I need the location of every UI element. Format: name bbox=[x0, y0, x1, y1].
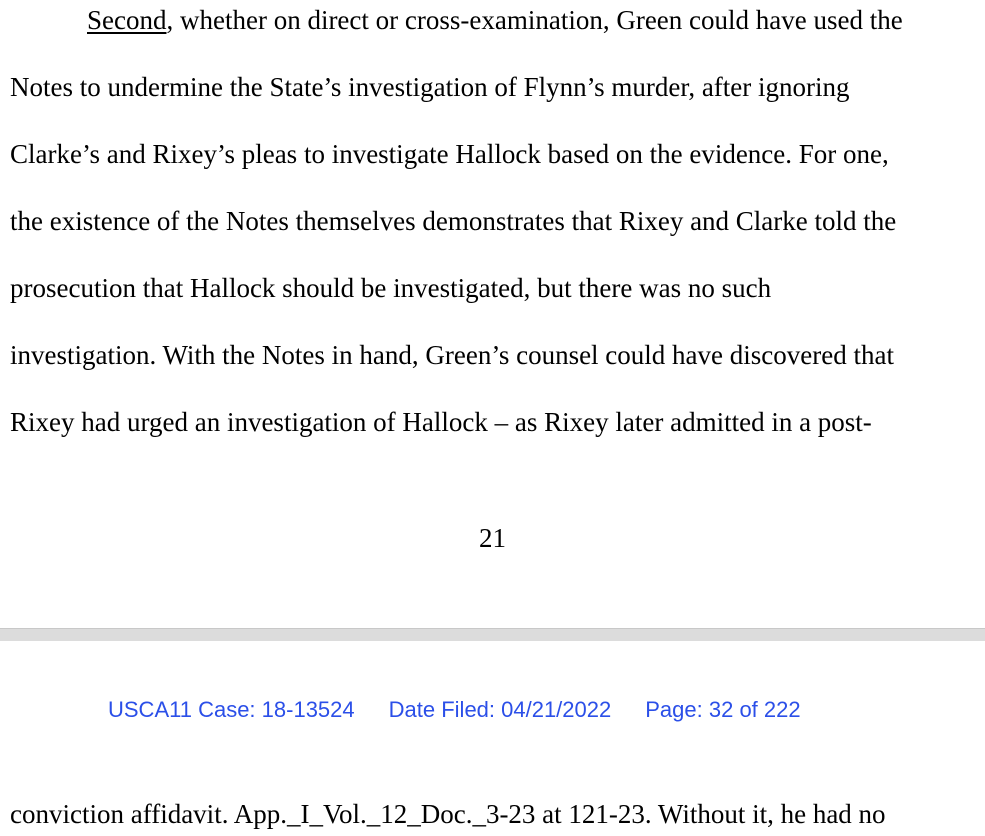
paragraph-line-3: Clarke’s and Rixey’s pleas to investigate Hallock based on the evidence. For one, bbox=[10, 139, 889, 169]
paragraph-lead-word: Second bbox=[87, 5, 167, 35]
paragraph-line-6: investigation. With the Notes in hand, Green’s counsel could have discovered that bbox=[10, 340, 894, 370]
date-filed: Date Filed: 04/21/2022 bbox=[388, 697, 612, 722]
filing-page-count: Page: 32 of 222 bbox=[645, 697, 801, 722]
paragraph-line-5: prosecution that Hallock should be investigated, but there was no such bbox=[10, 273, 772, 303]
paragraph-line-2: Notes to undermine the State’s investigation of Flynn’s murder, after ignoring bbox=[10, 72, 850, 102]
paragraph-continuation-line: conviction affidavit. App._I_Vol._12_Doc._3-23 at 121-23. Without it, he had no bbox=[10, 799, 886, 829]
page-separator bbox=[0, 628, 985, 641]
paragraph-line-1 bbox=[87, 4, 903, 36]
case-number: USCA11 Case: 18-13524 bbox=[108, 697, 355, 722]
paragraph-line-1-text: , whether on direct or cross-examination, Green could have used the bbox=[166, 5, 903, 35]
paragraph-line-7: Rixey had urged an investigation of Hallock – as Rixey later admitted in a post- bbox=[10, 407, 872, 437]
page-number: 21 bbox=[479, 523, 506, 553]
court-filing-header-stamp bbox=[108, 696, 801, 724]
paragraph-line-4: the existence of the Notes themselves demonstrates that Rixey and Clarke told the bbox=[10, 206, 897, 236]
